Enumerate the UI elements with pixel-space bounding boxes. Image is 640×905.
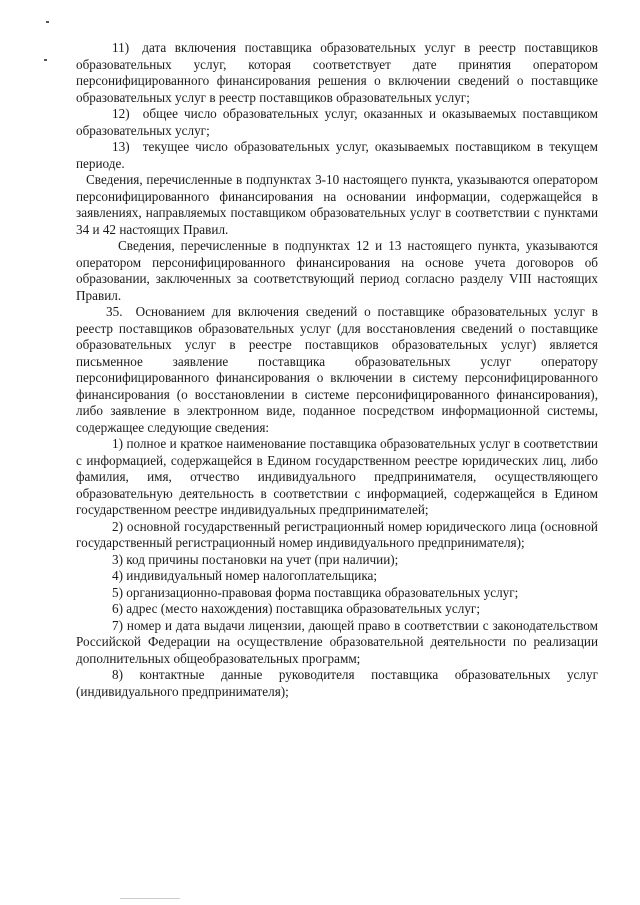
sub-item-2: 2) основной государственный регистрационный номер юридического лица (основной государственный регистрационный номер индивидуального предпринимателя);	[76, 518, 598, 550]
paragraph-info-3-10: Сведения, перечисленные в подпунктах 3-10 настоящего пункта, указываются оператором персонифицированного финансирования на основании информации, содержащейся в заявлениях, направляемых поставщиком образовательных услуг в соответствии с пунктами 34 и 42 настоящих Правил.	[76, 172, 598, 237]
clause-35: 35. Основанием для включения сведений о поставщике образовательных услуг в реестр поставщиков образовательных услуг (для восстановления сведений о поставщике образовательных услуг в реестре поставщиков образовательных услуг) является письменное заявление поставщика образовательных услуг оператору персонифицированного финансирования о включении в систему персонифицированного финансирования (о восстановлении в системе персонифицированного финансирования), либо заявление в электронном виде, поданное посредством информационной системы, содержащее следующие сведения:	[76, 304, 598, 435]
sub-item-1: 1) полное и краткое наименование поставщика образовательных услуг в соответствии с информацией, содержащейся в Едином государственном реестре юридических лиц, либо фамилия, имя, отчество индивидуального предпринимателя, осуществляющего образовательную деятельность в соответствии с информацией, содержащейся в Едином государственном реестре индивидуальных предпринимателей;	[76, 436, 598, 517]
scan-artifact-line	[120, 898, 180, 899]
sub-item-4: 4) индивидуальный номер налогоплательщика;	[112, 568, 378, 583]
sub-item-6: 6) адрес (место нахождения) поставщика образовательных услуг;	[112, 601, 480, 616]
document-page	[76, 40, 598, 700]
scan-artifact-mark	[44, 59, 47, 61]
paragraph-info-12-13: Сведения, перечисленные в подпунктах 12 и 13 настоящего пункта, указываются оператором персонифицированного финансирования на основе учета договоров об образовании, заключенных за соответствующий период согласно разделу VIII настоящих Правил.	[76, 238, 598, 303]
list-item-13: 13) текущее число образовательных услуг, оказываемых поставщиком в текущем периоде.	[76, 139, 598, 171]
sub-item-3: 3) код причины постановки на учет (при наличии);	[112, 551, 399, 567]
sub-item-8: 8) контактные данные руководителя поставщика образовательных услуг (индивидуального предпринимателя);	[76, 667, 598, 699]
sub-item-7: 7) номер и дата выдачи лицензии, дающей право в соответствии с законодательством Российской Федерации на осуществление образовательной деятельности по реализации дополнительных общеобразовательных программ;	[76, 617, 598, 666]
list-item-12: 12) общее число образовательных услуг, оказанных и оказываемых поставщиком образовательных услуг;	[76, 106, 598, 138]
scan-artifact-mark	[46, 21, 49, 23]
list-item-11: 11) дата включения поставщика образовательных услуг в реестр поставщиков образовательных услуг, которая соответствует дате принятия оператором персонифицированного финансирования решения о включении сведений о поставщике образовательных услуг в реестр поставщиков образовательных услуг;	[76, 40, 598, 105]
sub-item-5: 5) организационно-правовая форма поставщика образовательных услуг;	[112, 584, 519, 600]
